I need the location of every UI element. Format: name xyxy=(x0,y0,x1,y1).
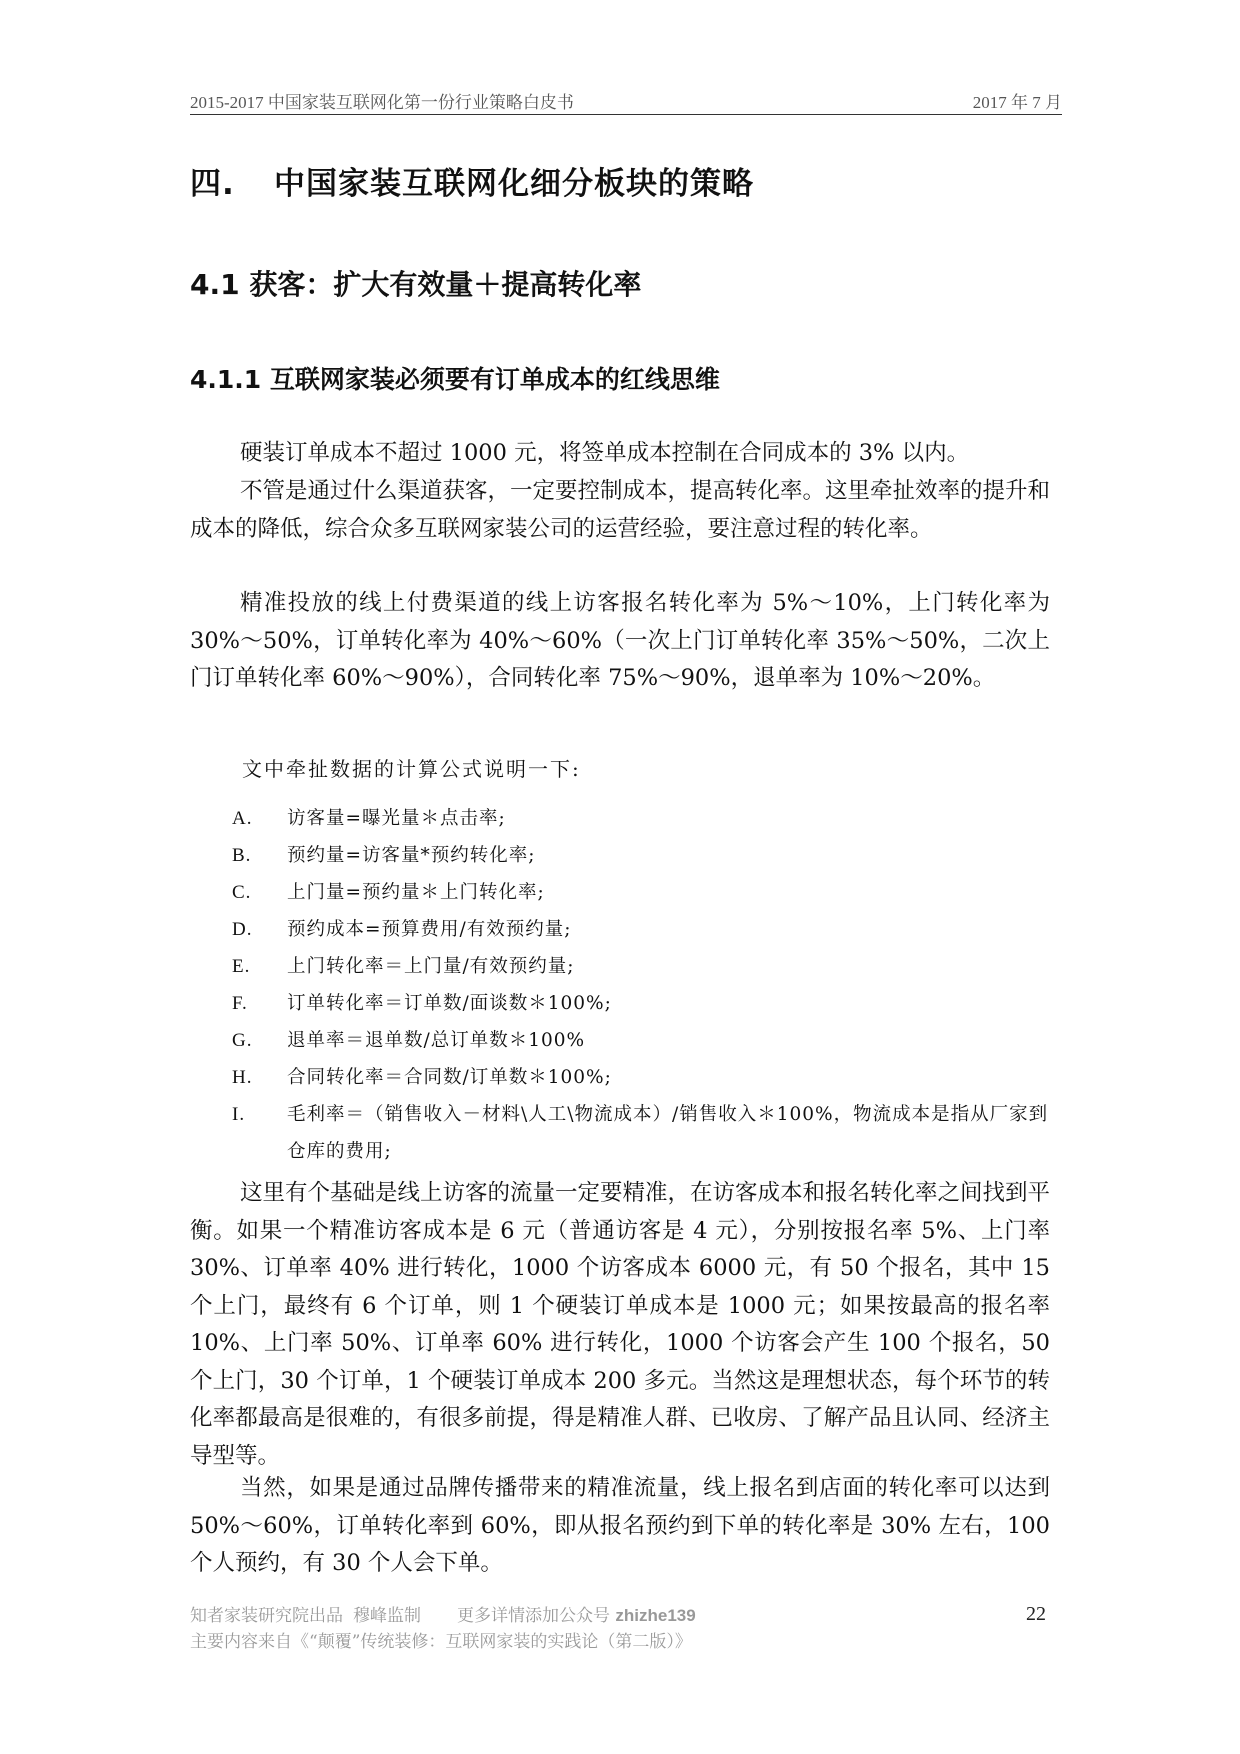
chapter-heading xyxy=(190,158,754,203)
formula-list-title: 文中牵扯数据的计算公式说明一下: xyxy=(242,757,581,781)
formula-label: H. xyxy=(232,1067,253,1088)
formula-item xyxy=(232,800,1062,837)
formula-text: 合同转化率＝合同数/订单数＊100%; xyxy=(287,1067,612,1088)
page-footer xyxy=(190,1603,1062,1655)
formula-text: 访客量=曝光量＊点击率; xyxy=(287,808,506,829)
formula-label: F. xyxy=(232,993,248,1014)
formula-list xyxy=(232,800,1062,1170)
footer-credit-line xyxy=(190,1603,1062,1629)
formula-text: 毛利率＝（销售收入－材料\人工\物流成本）/销售收入＊100%，物流成本是指从厂家到仓库的费用; xyxy=(287,1104,1049,1162)
chapter-number: 四. xyxy=(190,166,235,202)
formula-label: C. xyxy=(232,882,252,903)
formula-text: 上门转化率＝上门量/有效预约量; xyxy=(287,956,575,977)
footer-supervisor: 穆峰监制 xyxy=(353,1606,421,1626)
section-heading: 4.1 获客：扩大有效量＋提高转化率 xyxy=(190,268,642,301)
formula-item xyxy=(232,874,1062,911)
paragraph-example-calculation: 这里有个基础是线上访客的流量一定要精准，在访客成本和报名转化率之间找到平衡。如果一个精准访客成本是 6 元（普通访客是 4 元），分别按报名率 5%、上门率 30%、订单率 40% 进行转化，1000 个访客成本 6000 元，有 50 个报名，其中 15 个上门，最终有 6 个订单，则 1 个硬装订单成本是 1000 元；如果按最高的报名率 10%、上门率 50%、订单率 60% 进行转化，1000 个访客会产生 100 个报名，50 个上门，30 个订单，1 个硬装订单成本 200 多元。当然这是理想状态，每个环节的转化率都最高是很难的，有很多前提，得是精准人群、已收房、了解产品且认同、经济主导型等。 xyxy=(190,1180,1051,1469)
formula-item xyxy=(232,948,1062,985)
header-title: 2015-2017 中国家装互联网化第一份行业策略白皮书 xyxy=(190,93,574,112)
formula-text: 上门量=预约量＊上门转化率; xyxy=(287,882,545,903)
formula-text: 预约量=访客量*预约转化率; xyxy=(287,845,536,866)
formula-item xyxy=(232,837,1062,874)
formula-item xyxy=(232,1059,1062,1096)
formula-text: 订单转化率＝订单数/面谈数＊100%; xyxy=(287,993,612,1014)
formula-text: 退单率＝退单数/总订单数＊100% xyxy=(287,1030,586,1051)
formula-label: A. xyxy=(232,808,253,829)
footer-source: 主要内容来自《“颠覆”传统装修：互联网家装的实践论（第二版）》 xyxy=(190,1632,692,1652)
paragraph-control-cost: 不管是通过什么渠道获客，一定要控制成本，提高转化率。这里牵扯效率的提升和成本的降低，综合众多互联网家装公司的运营经验，要注意过程的转化率。 xyxy=(190,478,1051,542)
paragraph-order-cost: 硬装订单成本不超过 1000 元，将签单成本控制在合同成本的 3% 以内。 xyxy=(240,440,970,466)
formula-item xyxy=(232,911,1062,948)
formula-item xyxy=(232,1096,1062,1170)
formula-label: B. xyxy=(232,845,252,866)
footer-account: zhizhe139 xyxy=(615,1606,696,1625)
header-date: 2017 年 7 月 xyxy=(972,93,1062,112)
subsection-heading: 4.1.1 互联网家装必须要有订单成本的红线思维 xyxy=(190,365,720,394)
footer-more: 更多详情添加公众号 xyxy=(457,1606,610,1626)
formula-label: D. xyxy=(232,919,253,940)
formula-text: 预约成本=预算费用/有效预约量; xyxy=(287,919,572,940)
formula-item xyxy=(232,1022,1062,1059)
formula-label: I. xyxy=(232,1104,246,1125)
page-number: 22 xyxy=(1026,1603,1046,1625)
footer-credit: 知者家装研究院出品 xyxy=(190,1606,343,1626)
chapter-title: 中国家装互联网化细分板块的策略 xyxy=(274,166,754,202)
formula-label: G. xyxy=(232,1030,253,1051)
formula-label: E. xyxy=(232,956,251,977)
page-header xyxy=(190,88,1062,115)
paragraph-brand-traffic: 当然，如果是通过品牌传播带来的精准流量，线上报名到店面的转化率可以达到 50%～60%，订单转化率到 60%，即从报名预约到下单的转化率是 30% 左右，100 个人预约，有 30 个人会下单。 xyxy=(190,1475,1050,1576)
paragraph-conversion-rates: 精准投放的线上付费渠道的线上访客报名转化率为 5%～10%，上门转化率为 30%～50%，订单转化率为 40%～60%（一次上门订单转化率 35%～50%，二次上门订单转化率 60%～90%），合同转化率 75%～90%，退单率为 10%～20%。 xyxy=(190,590,1050,691)
formula-item xyxy=(232,985,1062,1022)
